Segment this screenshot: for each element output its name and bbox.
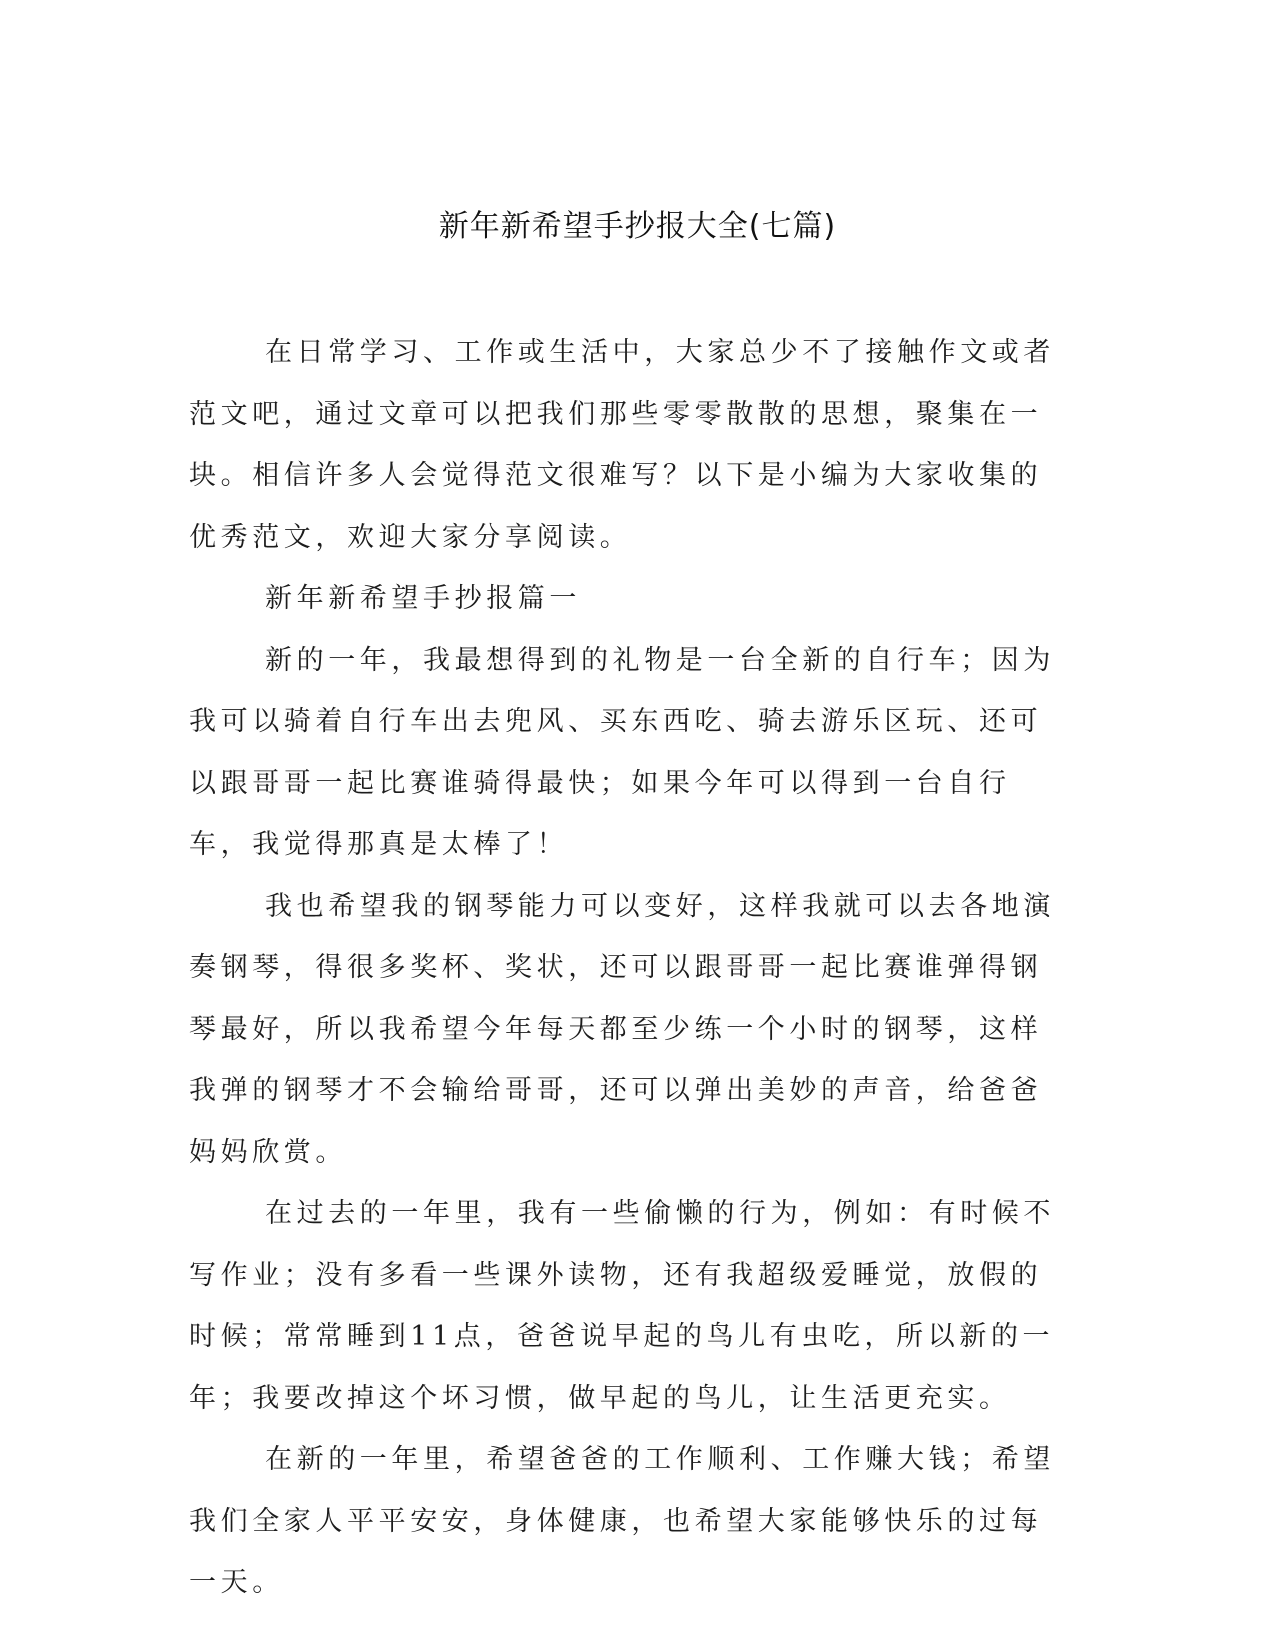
- body-paragraph: 我也希望我的钢琴能力可以变好，这样我就可以去各地演奏钢琴，得很多奖杯、奖状，还可以跟哥哥一起比赛谁弹得钢琴最好，所以我希望今年每天都至少练一个小时的钢琴，这样我弹的钢琴才不会输给哥哥，还可以弹出美妙的声音，给爸爸妈妈欣赏。: [189, 890, 1055, 1168]
- intro-paragraph: 在日常学习、工作或生活中，大家总少不了接触作文或者范文吧，通过文章可以把我们那些零零散散的思想，聚集在一块。相信许多人会觉得范文很难写？以下是小编为大家收集的优秀范文，欢迎大家分享阅读。: [189, 337, 1055, 553]
- body-paragraph: 在过去的一年里，我有一些偷懒的行为，例如：有时候不写作业；没有多看一些课外读物，还有我超级爱睡觉，放假的时候；常常睡到11点，爸爸说早起的鸟儿有虫吃，所以新的一年；我要改掉这个坏习惯，做早起的鸟儿，让生活更充实。: [189, 1198, 1055, 1414]
- section-heading: 新年新希望手抄报篇一: [265, 583, 581, 614]
- document-title: 新年新希望手抄报大全(七篇): [438, 209, 837, 244]
- document-body: [189, 322, 1069, 1614]
- body-paragraph: 在新的一年里，希望爸爸的工作顺利、工作赚大钱；希望我们全家人平平安安，身体健康，也希望大家能够快乐的过每一天。: [189, 1444, 1055, 1598]
- body-paragraph: 新的一年，我最想得到的礼物是一台全新的自行车；因为我可以骑着自行车出去兜风、买东西吃、骑去游乐区玩、还可以跟哥哥一起比赛谁骑得最快；如果今年可以得到一台自行车，我觉得那真是太棒了！: [189, 644, 1055, 860]
